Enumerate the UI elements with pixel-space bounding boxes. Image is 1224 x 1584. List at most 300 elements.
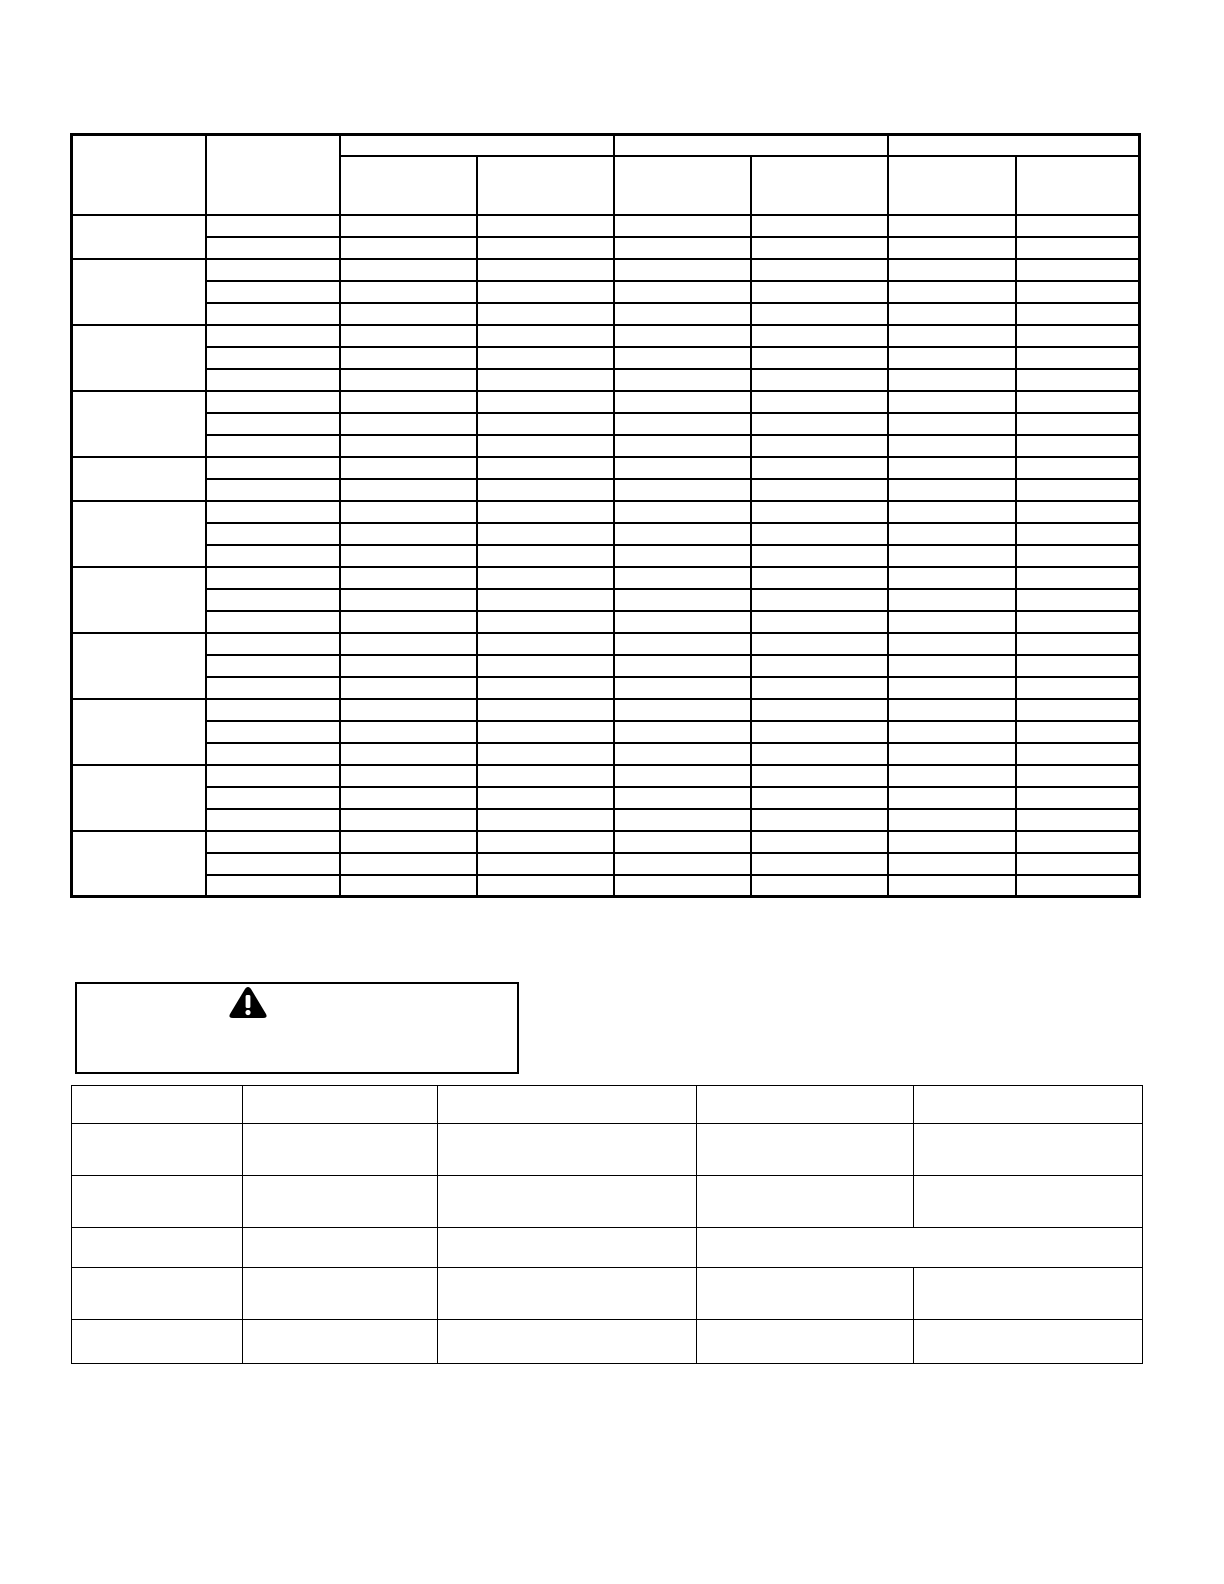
- table-cell: [1016, 655, 1140, 677]
- group-label-cell: [72, 391, 206, 457]
- table-cell: [614, 809, 751, 831]
- table-cell: [751, 215, 888, 237]
- table-cell: [614, 787, 751, 809]
- table-cell: [206, 699, 340, 721]
- table-cell: [751, 237, 888, 259]
- table-cell: [751, 501, 888, 523]
- caution-heading: [87, 1022, 507, 1038]
- table-cell: [206, 677, 340, 699]
- header-sub-1: [340, 156, 477, 215]
- table-cell: [477, 633, 614, 655]
- table-cell: [340, 435, 477, 457]
- table-cell: [206, 237, 340, 259]
- table-cell: [1016, 479, 1140, 501]
- table-cell: [614, 743, 751, 765]
- bottom-cell: [72, 1228, 243, 1268]
- table-cell: [477, 369, 614, 391]
- group-label-cell: [72, 699, 206, 765]
- table-cell: [614, 853, 751, 875]
- group-label-cell: [72, 325, 206, 391]
- table-row: [72, 303, 1140, 325]
- bottom-cell: [697, 1268, 914, 1320]
- bottom-cell: [697, 1176, 914, 1228]
- table-cell: [751, 567, 888, 589]
- table-cell: [888, 567, 1016, 589]
- table-cell: [1016, 611, 1140, 633]
- bottom-cell: [697, 1124, 914, 1176]
- group-label-cell: [72, 765, 206, 831]
- table-cell: [340, 875, 477, 897]
- header-sub-5: [888, 156, 1016, 215]
- table-cell: [751, 633, 888, 655]
- table-cell: [477, 699, 614, 721]
- table-cell: [1016, 743, 1140, 765]
- bottom-cell: [914, 1176, 1143, 1228]
- table-cell: [751, 765, 888, 787]
- header-column-2: [206, 135, 340, 215]
- table-cell: [1016, 369, 1140, 391]
- table-cell: [614, 215, 751, 237]
- table-cell: [206, 787, 340, 809]
- bottom-cell: [914, 1268, 1143, 1320]
- bottom-cell: [914, 1320, 1143, 1364]
- table-row: [72, 545, 1140, 567]
- table-cell: [340, 215, 477, 237]
- bottom-cell: [72, 1320, 243, 1364]
- table-cell: [751, 413, 888, 435]
- table-row: [72, 237, 1140, 259]
- table-cell: [614, 413, 751, 435]
- specification-table: [70, 133, 1141, 898]
- table-cell: [340, 787, 477, 809]
- table-cell: [477, 809, 614, 831]
- table-cell: [614, 347, 751, 369]
- bottom-cell: [697, 1320, 914, 1364]
- table-cell: [751, 281, 888, 303]
- table-cell: [1016, 699, 1140, 721]
- table-cell: [477, 875, 614, 897]
- table-row: [72, 699, 1140, 721]
- table-cell: [1016, 765, 1140, 787]
- table-cell: [340, 501, 477, 523]
- table-cell: [614, 523, 751, 545]
- table-cell: [888, 347, 1016, 369]
- table-cell: [888, 633, 1016, 655]
- bottom-cell: [438, 1176, 697, 1228]
- table-cell: [1016, 457, 1140, 479]
- table-cell: [477, 831, 614, 853]
- header-group-1: [340, 135, 614, 156]
- table-cell: [477, 743, 614, 765]
- table-cell: [1016, 347, 1140, 369]
- table-cell: [206, 391, 340, 413]
- bottom-cell: [72, 1124, 243, 1176]
- table-cell: [477, 853, 614, 875]
- table-cell: [888, 721, 1016, 743]
- table-cell: [888, 523, 1016, 545]
- bottom-cell: [243, 1228, 438, 1268]
- group-label-cell: [72, 567, 206, 633]
- table-cell: [888, 787, 1016, 809]
- table-cell: [206, 589, 340, 611]
- table-cell: [614, 435, 751, 457]
- table-cell: [340, 237, 477, 259]
- table-cell: [614, 259, 751, 281]
- table-cell: [477, 281, 614, 303]
- table-cell: [1016, 215, 1140, 237]
- table-cell: [477, 611, 614, 633]
- table-row: [72, 853, 1140, 875]
- table-cell: [888, 831, 1016, 853]
- table-cell: [340, 457, 477, 479]
- table-cell: [206, 457, 340, 479]
- header-sub-2: [477, 156, 614, 215]
- table-row: [72, 765, 1140, 787]
- table-cell: [477, 435, 614, 457]
- bottom-header-cell: [438, 1086, 697, 1124]
- table-cell: [1016, 831, 1140, 853]
- table-cell: [614, 677, 751, 699]
- table-cell: [477, 655, 614, 677]
- table-cell: [888, 457, 1016, 479]
- table-cell: [888, 677, 1016, 699]
- table-cell: [614, 765, 751, 787]
- table-row: [72, 589, 1140, 611]
- table-cell: [888, 259, 1016, 281]
- warning-triangle-icon: [228, 986, 268, 1020]
- table-cell: [206, 633, 340, 655]
- table-row: [72, 347, 1140, 369]
- header-group-3: [888, 135, 1140, 156]
- group-label-cell: [72, 831, 206, 897]
- table-cell: [340, 567, 477, 589]
- group-label-cell: [72, 633, 206, 699]
- bottom-cell: [243, 1320, 438, 1364]
- table-cell: [477, 545, 614, 567]
- bottom-cell: [438, 1320, 697, 1364]
- bottom-cell: [243, 1176, 438, 1228]
- table-cell: [888, 413, 1016, 435]
- group-label-cell: [72, 215, 206, 259]
- table-cell: [751, 787, 888, 809]
- table-cell: [614, 699, 751, 721]
- table-cell: [340, 589, 477, 611]
- table-row: [72, 325, 1140, 347]
- table-row: [72, 501, 1140, 523]
- table-cell: [614, 545, 751, 567]
- table-cell: [614, 479, 751, 501]
- table-cell: [477, 567, 614, 589]
- table-cell: [751, 611, 888, 633]
- table-cell: [340, 325, 477, 347]
- bottom-header-cell: [914, 1086, 1143, 1124]
- table-cell: [751, 369, 888, 391]
- table-row: [72, 215, 1140, 237]
- table-cell: [206, 831, 340, 853]
- table-cell: [888, 391, 1016, 413]
- table-cell: [614, 611, 751, 633]
- group-label-cell: [72, 259, 206, 325]
- table-row: [72, 523, 1140, 545]
- table-cell: [751, 699, 888, 721]
- table-cell: [614, 281, 751, 303]
- table-cell: [751, 655, 888, 677]
- table-cell: [477, 787, 614, 809]
- table-row: [72, 809, 1140, 831]
- table-row: [72, 677, 1140, 699]
- table-cell: [477, 303, 614, 325]
- table-cell: [888, 809, 1016, 831]
- caution-text: [87, 1040, 507, 1066]
- table-cell: [206, 435, 340, 457]
- table-cell: [751, 435, 888, 457]
- table-cell: [888, 369, 1016, 391]
- table-row: [72, 875, 1140, 897]
- table-cell: [477, 523, 614, 545]
- table-cell: [206, 721, 340, 743]
- table-row: [72, 457, 1140, 479]
- table-cell: [206, 853, 340, 875]
- table-cell: [1016, 281, 1140, 303]
- header-sub-6: [1016, 156, 1140, 215]
- table-cell: [477, 347, 614, 369]
- table-cell: [614, 391, 751, 413]
- table-cell: [340, 699, 477, 721]
- table-row: [72, 633, 1140, 655]
- table-cell: [888, 501, 1016, 523]
- caution-box: [75, 982, 519, 1074]
- bottom-cell: [72, 1176, 243, 1228]
- table-row: [72, 567, 1140, 589]
- table-row: [72, 479, 1140, 501]
- group-label-cell: [72, 457, 206, 501]
- table-cell: [614, 567, 751, 589]
- bottom-header-cell: [243, 1086, 438, 1124]
- table-cell: [477, 215, 614, 237]
- table-cell: [206, 611, 340, 633]
- table-cell: [340, 743, 477, 765]
- table-cell: [751, 677, 888, 699]
- table-cell: [751, 743, 888, 765]
- bottom-cell: [243, 1268, 438, 1320]
- bottom-cell: [438, 1268, 697, 1320]
- table-cell: [477, 391, 614, 413]
- bottom-cell-merged: [697, 1228, 1143, 1268]
- table-cell: [206, 215, 340, 237]
- table-cell: [340, 633, 477, 655]
- table-cell: [888, 655, 1016, 677]
- table-cell: [888, 743, 1016, 765]
- table-cell: [477, 237, 614, 259]
- table-cell: [1016, 325, 1140, 347]
- table-cell: [614, 875, 751, 897]
- table-row: [72, 721, 1140, 743]
- bottom-cell: [438, 1228, 697, 1268]
- table-cell: [614, 831, 751, 853]
- table-cell: [1016, 523, 1140, 545]
- table-cell: [614, 369, 751, 391]
- table-cell: [206, 259, 340, 281]
- table-row: [72, 435, 1140, 457]
- table-cell: [1016, 501, 1140, 523]
- table-cell: [477, 501, 614, 523]
- table-cell: [751, 391, 888, 413]
- table-row: [72, 369, 1140, 391]
- table-cell: [1016, 633, 1140, 655]
- table-cell: [206, 875, 340, 897]
- table-cell: [340, 611, 477, 633]
- table-cell: [340, 369, 477, 391]
- table-cell: [751, 875, 888, 897]
- table-cell: [477, 765, 614, 787]
- table-cell: [1016, 853, 1140, 875]
- table-cell: [751, 545, 888, 567]
- table-cell: [477, 457, 614, 479]
- table-cell: [888, 435, 1016, 457]
- table-cell: [206, 545, 340, 567]
- table-cell: [206, 347, 340, 369]
- bottom-header-cell: [72, 1086, 243, 1124]
- table-cell: [614, 303, 751, 325]
- table-cell: [888, 303, 1016, 325]
- table-row: [72, 611, 1140, 633]
- table-cell: [206, 413, 340, 435]
- table-cell: [340, 853, 477, 875]
- table-cell: [1016, 391, 1140, 413]
- table-cell: [888, 545, 1016, 567]
- table-cell: [1016, 875, 1140, 897]
- table-cell: [206, 369, 340, 391]
- table-cell: [340, 303, 477, 325]
- table-cell: [751, 589, 888, 611]
- table-cell: [751, 831, 888, 853]
- table-cell: [751, 523, 888, 545]
- table-cell: [206, 809, 340, 831]
- table-cell: [888, 479, 1016, 501]
- table-cell: [340, 677, 477, 699]
- table-cell: [340, 545, 477, 567]
- table-cell: [1016, 545, 1140, 567]
- table-row: [72, 391, 1140, 413]
- table-cell: [477, 259, 614, 281]
- bottom-header-cell: [697, 1086, 914, 1124]
- table-cell: [206, 501, 340, 523]
- table-cell: [340, 479, 477, 501]
- table-cell: [1016, 589, 1140, 611]
- table-cell: [340, 809, 477, 831]
- table-cell: [206, 303, 340, 325]
- table-cell: [206, 479, 340, 501]
- bottom-cell: [438, 1124, 697, 1176]
- table-cell: [1016, 567, 1140, 589]
- table-cell: [751, 853, 888, 875]
- table-cell: [751, 479, 888, 501]
- table-cell: [751, 303, 888, 325]
- table-cell: [751, 457, 888, 479]
- table-cell: [340, 281, 477, 303]
- table-cell: [1016, 787, 1140, 809]
- group-label-cell: [72, 501, 206, 567]
- bottom-cell: [914, 1124, 1143, 1176]
- table-cell: [206, 523, 340, 545]
- table-cell: [888, 765, 1016, 787]
- table-cell: [751, 721, 888, 743]
- table-cell: [340, 655, 477, 677]
- table-cell: [1016, 677, 1140, 699]
- table-cell: [340, 765, 477, 787]
- table-cell: [888, 281, 1016, 303]
- table-cell: [340, 721, 477, 743]
- table-cell: [751, 259, 888, 281]
- table-row: [72, 743, 1140, 765]
- table-cell: [614, 325, 751, 347]
- table-row: [72, 655, 1140, 677]
- table-cell: [751, 809, 888, 831]
- table-cell: [1016, 259, 1140, 281]
- table-cell: [888, 215, 1016, 237]
- table-cell: [1016, 809, 1140, 831]
- table-cell: [340, 831, 477, 853]
- table-cell: [477, 589, 614, 611]
- table-cell: [206, 567, 340, 589]
- bottom-cell: [72, 1268, 243, 1320]
- table-cell: [614, 721, 751, 743]
- table-cell: [340, 259, 477, 281]
- table-cell: [1016, 413, 1140, 435]
- table-cell: [614, 655, 751, 677]
- table-cell: [477, 325, 614, 347]
- table-cell: [614, 589, 751, 611]
- header-group-2: [614, 135, 888, 156]
- table-cell: [751, 325, 888, 347]
- table-cell: [888, 875, 1016, 897]
- header-sub-4: [751, 156, 888, 215]
- table-cell: [340, 523, 477, 545]
- table-cell: [477, 479, 614, 501]
- table-cell: [1016, 303, 1140, 325]
- table-cell: [340, 391, 477, 413]
- table-cell: [888, 611, 1016, 633]
- table-cell: [614, 501, 751, 523]
- table-row: [72, 787, 1140, 809]
- table-cell: [614, 457, 751, 479]
- table-cell: [1016, 237, 1140, 259]
- header-sub-3: [614, 156, 751, 215]
- table-cell: [206, 765, 340, 787]
- table-row: [72, 281, 1140, 303]
- table-cell: [477, 677, 614, 699]
- bottom-cell: [243, 1124, 438, 1176]
- table-cell: [206, 325, 340, 347]
- table-cell: [888, 853, 1016, 875]
- table-cell: [888, 325, 1016, 347]
- table-cell: [614, 633, 751, 655]
- table-cell: [1016, 435, 1140, 457]
- table-cell: [477, 413, 614, 435]
- reference-table: [71, 1085, 1143, 1364]
- header-column-1: [72, 135, 206, 215]
- table-cell: [206, 281, 340, 303]
- table-row: [72, 831, 1140, 853]
- table-row: [72, 413, 1140, 435]
- table-cell: [340, 347, 477, 369]
- table-cell: [206, 743, 340, 765]
- table-cell: [1016, 721, 1140, 743]
- table-cell: [614, 237, 751, 259]
- table-cell: [888, 699, 1016, 721]
- table-cell: [888, 589, 1016, 611]
- table-cell: [888, 237, 1016, 259]
